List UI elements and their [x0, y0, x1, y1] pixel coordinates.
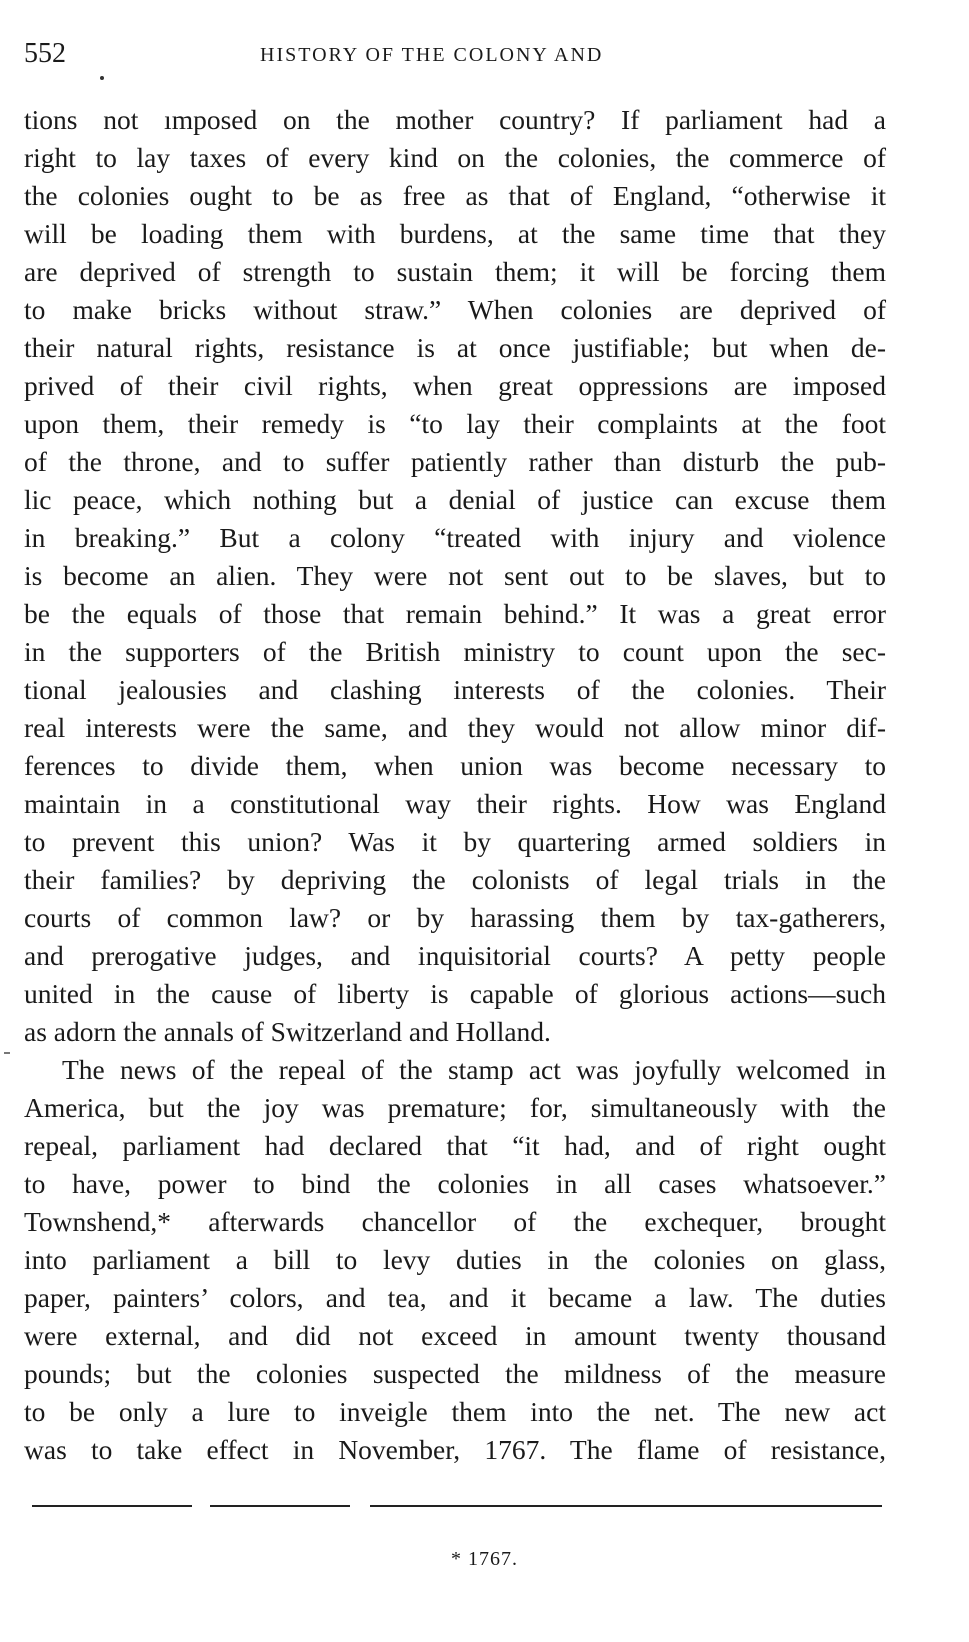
text-line: courts of common law? or by harassing them by tax-gatherers,: [24, 902, 886, 933]
text-line: ferences to divide them, when union was become necessary to: [24, 750, 886, 781]
text-line: right to lay taxes of every kind on the colonies, the commerce of: [24, 142, 886, 173]
text-line: repeal, parliament had declared that “it had, and of right ought: [24, 1130, 886, 1161]
paragraph-end-line: as adorn the annals of Switzerland and Holland.: [24, 1016, 551, 1047]
text-line: Townshend,* afterwards chancellor of the exchequer, brought: [24, 1206, 886, 1237]
ink-speck: [100, 76, 104, 80]
text-line: into parliament a bill to levy duties in the colonies on glass,: [24, 1244, 886, 1275]
running-head: HISTORY OF THE COLONY AND: [260, 44, 604, 66]
divider-segment: [370, 1505, 882, 1507]
footnote: * 1767.: [451, 1548, 518, 1570]
page-number: 552: [24, 38, 66, 69]
text-line: prived of their civil rights, when great oppressions are imposed: [24, 370, 886, 401]
paragraph-start-line: The news of the repeal of the stamp act was joyfully welcomed in: [62, 1054, 886, 1085]
text-line: in breaking.” But a colony “treated with injury and violence: [24, 522, 886, 553]
text-line: to have, power to bind the colonies in all cases whatsoever.”: [24, 1168, 886, 1199]
text-line: pounds; but the colonies suspected the mildness of the measure: [24, 1358, 886, 1389]
text-line: to prevent this union? Was it by quartering armed soldiers in: [24, 826, 886, 857]
text-line: upon them, their remedy is “to lay their complaints at the foot: [24, 408, 886, 439]
text-line: and prerogative judges, and inquisitorial courts? A petty people: [24, 940, 886, 971]
text-line: their natural rights, resistance is at once justifiable; but when de-: [24, 332, 886, 363]
page-header: [24, 38, 924, 78]
divider-segment: [32, 1505, 192, 1507]
text-line: the colonies ought to be as free as that of England, “otherwise it: [24, 180, 886, 211]
text-line: tions not ımposed on the mother country? If parliament had a: [24, 104, 886, 135]
text-line: will be loading them with burdens, at the same time that they: [24, 218, 886, 249]
text-line: of the throne, and to suffer patiently rather than disturb the pub-: [24, 446, 886, 477]
text-line: lic peace, which nothing but a denial of justice can excuse them: [24, 484, 886, 515]
text-line: real interests were the same, and they would not allow minor dif-: [24, 712, 886, 743]
text-line: their families? by depriving the colonists of legal trials in the: [24, 864, 886, 895]
divider-segment: [210, 1505, 350, 1507]
margin-mark: [4, 1052, 10, 1054]
text-line: tional jealousies and clashing interests of the colonies. Their: [24, 674, 886, 705]
text-line: maintain in a constitutional way their rights. How was England: [24, 788, 886, 819]
text-line: united in the cause of liberty is capable of glorious actions—such: [24, 978, 886, 1009]
text-line: is become an alien. They were not sent out to be slaves, but to: [24, 560, 886, 591]
text-line: in the supporters of the British ministry to count upon the sec-: [24, 636, 886, 667]
text-line: to be only a lure to inveigle them into the net. The new act: [24, 1396, 886, 1427]
text-line: was to take effect in November, 1767. The flame of resistance,: [24, 1434, 886, 1465]
text-line: paper, painters’ colors, and tea, and it became a law. The duties: [24, 1282, 886, 1313]
body-text: [24, 101, 886, 1469]
text-line: were external, and did not exceed in amount twenty thousand: [24, 1320, 886, 1351]
text-line: America, but the joy was premature; for, simultaneously with the: [24, 1092, 886, 1123]
text-line: to make bricks without straw.” When colonies are deprived of: [24, 294, 886, 325]
text-line: be the equals of those that remain behind.” It was a great error: [24, 598, 886, 629]
text-line: are deprived of strength to sustain them; it will be forcing them: [24, 256, 886, 287]
